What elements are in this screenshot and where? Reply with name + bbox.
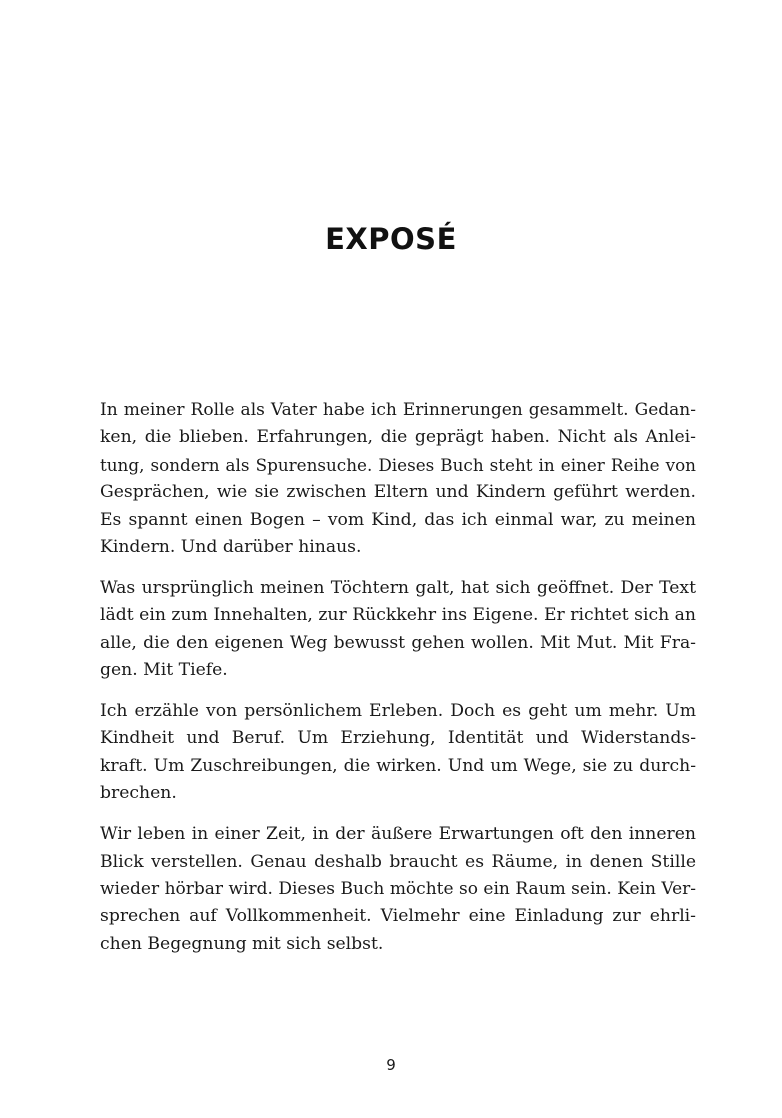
text-line: Es spannt einen Bogen – vom Kind, das ich einmal war, zu meinen — [100, 509, 696, 530]
text-line: Ich erzähle von persönlichem Erleben. Doch es geht um mehr. Um — [100, 701, 696, 722]
paragraph-4 — [100, 821, 696, 958]
text-line: Was ursprünglich meinen Töchtern galt, hat sich geöffnet. Der Text — [100, 577, 696, 598]
paragraph-3 — [100, 698, 696, 808]
body-text — [100, 397, 696, 972]
text-line: lädt ein zum Innehalten, zur Rückkehr ins Eigene. Er richtet sich an — [100, 605, 696, 626]
text-line: sprechen auf Vollkommenheit. Vielmehr eine Einladung zur ehrli- — [100, 906, 696, 927]
text-line: Kindern. Und darüber hinaus. — [100, 536, 362, 557]
text-line: tung, sondern als Spurensuche. Dieses Buch steht in einer Reihe von — [100, 454, 696, 475]
text-line: alle, die den eigenen Weg bewusst gehen wollen. Mit Mut. Mit Fra- — [100, 632, 696, 653]
text-line: ken, die blieben. Erfahrungen, die geprägt haben. Nicht als Anlei- — [100, 427, 696, 448]
text-line: Kindheit und Beruf. Um Erziehung, Identität und Widerstands- — [100, 728, 696, 749]
text-line: wieder hörbar wird. Dieses Buch möchte so ein Raum sein. Kein Ver- — [100, 879, 696, 900]
text-line: Wir leben in einer Zeit, in der äußere Erwartungen oft den inneren — [100, 824, 696, 845]
paragraph-1 — [100, 397, 696, 561]
text-line: gen. Mit Tiefe. — [100, 660, 228, 681]
chapter-title: EXPOSÉ — [325, 222, 457, 256]
text-line: chen Begegnung mit sich selbst. — [100, 933, 384, 954]
paragraph-2 — [100, 575, 696, 685]
text-line: brechen. — [100, 783, 177, 804]
text-line: kraft. Um Zuschreibungen, die wirken. Und um Wege, sie zu durch- — [100, 755, 696, 776]
text-line: In meiner Rolle als Vater habe ich Erinnerungen gesammelt. Gedan- — [100, 400, 696, 420]
page-number: 9 — [386, 1056, 396, 1074]
text-line: Gesprächen, wie sie zwischen Eltern und Kindern geführt werden. — [100, 482, 696, 503]
text-line: Blick verstellen. Genau deshalb braucht es Räume, in denen Stille — [100, 851, 696, 872]
